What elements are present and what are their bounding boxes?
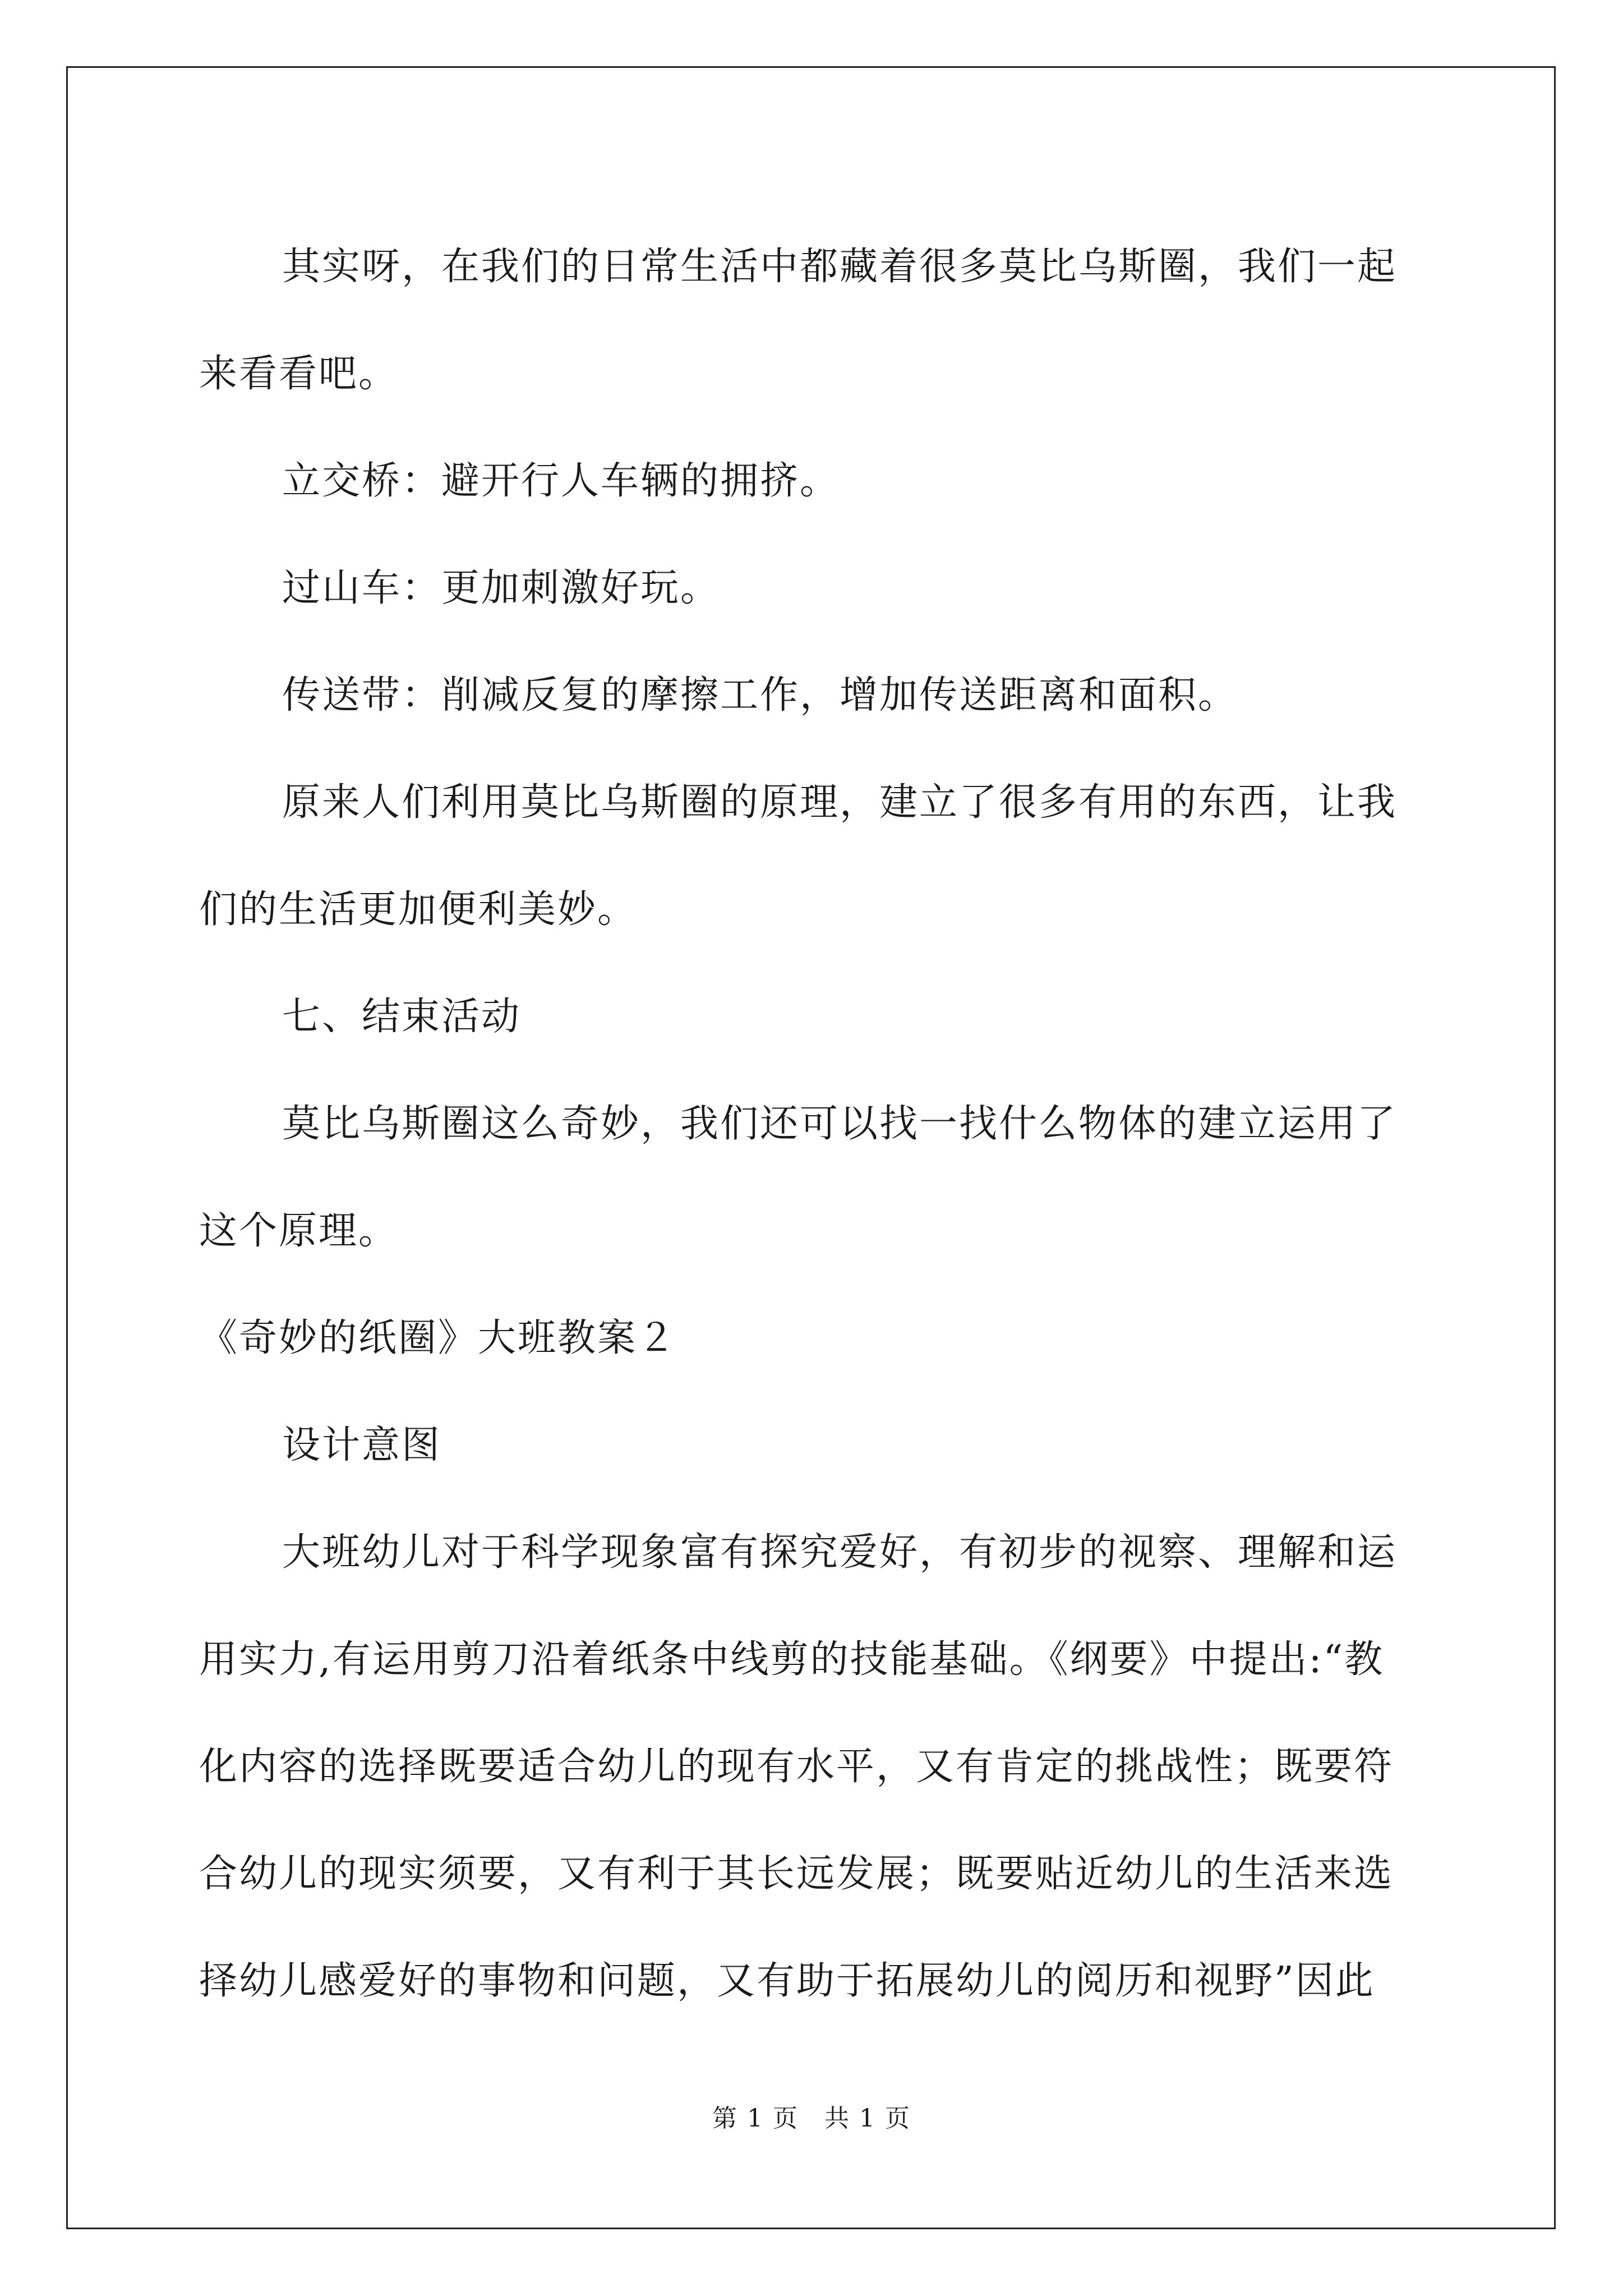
text-line: 用实力,有运用剪刀沿着纸条中线剪的技能基础。《纲要》中提出:“教 xyxy=(199,1637,1385,1682)
text-line: 原来人们利用莫比乌斯圈的原理，建立了很多有用的东西，让我 xyxy=(282,780,1398,825)
text-line: 七、结束活动 xyxy=(282,995,522,1039)
paragraph xyxy=(199,642,1433,749)
paragraph xyxy=(199,213,1433,427)
document-body xyxy=(199,213,1433,2035)
text-line: 《奇妙的纸圈》大班教案２ xyxy=(199,1316,677,1360)
text-line: 这个原理。 xyxy=(199,1209,399,1253)
paragraph xyxy=(199,1499,1433,2035)
text-line: 设计意图 xyxy=(282,1423,442,1467)
section-heading xyxy=(199,1392,1433,1499)
text-line: 合幼儿的现实须要，又有利于其长远发展；既要贴近幼儿的生活来选 xyxy=(199,1852,1394,1896)
text-line: 来看看吧。 xyxy=(199,352,399,396)
paragraph xyxy=(199,535,1433,642)
text-line: 传送带：削减反复的摩擦工作，增加传送距离和面积。 xyxy=(282,673,1238,717)
document-title xyxy=(199,1285,1433,1392)
page-footer: 第 1 页 共 1 页 xyxy=(712,2104,911,2133)
paragraph xyxy=(199,1070,1433,1285)
text-line: 们的生活更加便利美妙。 xyxy=(199,887,638,932)
text-line: 立交桥：避开行人车辆的拥挤。 xyxy=(282,459,840,503)
text-line: 莫比乌斯圈这么奇妙，我们还可以找一找什么物体的建立运用了 xyxy=(282,1102,1398,1146)
text-line: 择幼儿感爱好的事物和问题，又有助于拓展幼儿的阅历和视野”因此 xyxy=(199,1959,1375,2003)
paragraph xyxy=(199,427,1433,535)
text-line: 过山车：更加刺激好玩。 xyxy=(282,566,721,610)
paragraph xyxy=(199,749,1433,963)
text-line: 大班幼儿对于科学现象富有探究爱好，有初步的视察、理解和运 xyxy=(282,1530,1398,1575)
section-heading xyxy=(199,963,1433,1070)
text-line: 化内容的选择既要适合幼儿的现有水平，又有肯定的挑战性；既要符 xyxy=(199,1745,1394,1789)
text-line: 其实呀，在我们的日常生活中都藏着很多莫比乌斯圈，我们一起 xyxy=(282,245,1398,289)
